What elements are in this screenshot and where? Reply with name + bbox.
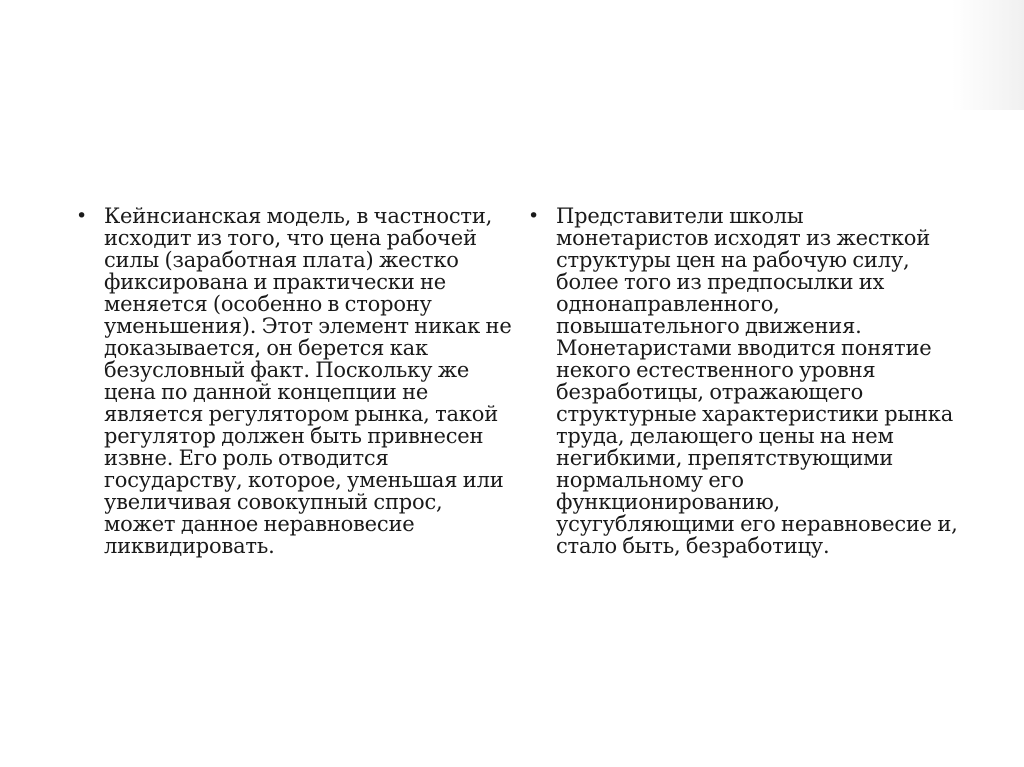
bullet-icon: •	[528, 205, 540, 227]
left-column	[76, 205, 516, 557]
right-column	[528, 205, 958, 557]
monetarist-school-paragraph: Представители школы монетаристов исходят из жесткой структуры цен на рабочую силу, более того из предпосылки их однонаправленного, повышательного движения. Монетаристами вводится понятие некого естественного уровня безработицы, отражающего структурные характеристики рынка труда, делающего цены на нем негибкими, препятствующими нормальному его функционированию, усугубляющими его неравновесие и, стало быть, безработицу.	[556, 204, 958, 558]
corner-shadow	[952, 0, 1024, 110]
bullet-icon: •	[76, 205, 88, 227]
keynesian-model-paragraph: Кейнсианская модель, в частности, исходит из того, что цена рабочей силы (заработная плата) жестко фиксирована и практически не меняется (особенно в сторону уменьшения). Этот элемент никак не доказывается, он берется как безусловный факт. Поскольку же цена по данной концепции не является регулятором рынка, такой регулятор должен быть привнесен извне. Его роль отводится государству, которое, уменьшая или увеличивая совокупный спрос, может данное неравновесие ликвидировать.	[104, 204, 512, 558]
